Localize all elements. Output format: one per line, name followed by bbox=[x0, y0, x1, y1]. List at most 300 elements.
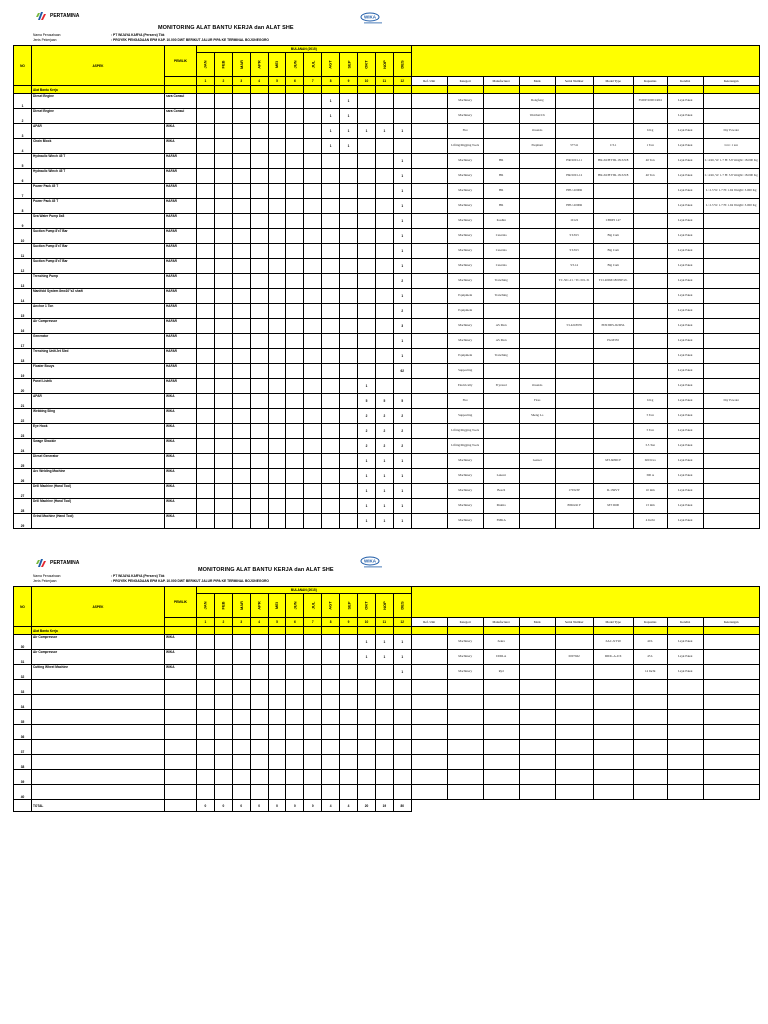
row-month-count bbox=[322, 484, 340, 499]
month-label: NOP bbox=[381, 60, 387, 69]
row-detail bbox=[555, 439, 593, 454]
row-month-count bbox=[286, 169, 304, 184]
row-aspek: Trenching Unit/Jet Sled bbox=[32, 349, 165, 364]
table-row bbox=[14, 199, 760, 214]
row-detail bbox=[703, 484, 759, 499]
table-row bbox=[14, 139, 760, 154]
row-month-count bbox=[268, 229, 286, 244]
row-detail: ST-815 bbox=[555, 229, 593, 244]
row-month-count bbox=[250, 770, 268, 785]
row-month-count bbox=[268, 379, 286, 394]
row-detail: HR/2001-11 bbox=[555, 154, 593, 169]
row-month-count: 1 bbox=[340, 109, 358, 124]
row-detail: Makita bbox=[483, 499, 519, 514]
row-aspek bbox=[32, 785, 165, 800]
row-detail: 170323P bbox=[555, 484, 593, 499]
row-month-count: 1 bbox=[322, 94, 340, 109]
row-month-count bbox=[322, 514, 340, 529]
row-owner: HAFAR bbox=[165, 199, 197, 214]
row-month-count bbox=[340, 499, 358, 514]
row-detail bbox=[703, 289, 759, 304]
row-month-count bbox=[340, 424, 358, 439]
row-month-count bbox=[358, 229, 376, 244]
month-header-jan bbox=[197, 53, 215, 77]
row-month-count bbox=[232, 695, 250, 710]
month-header-feb bbox=[214, 53, 232, 77]
row-month-count bbox=[286, 650, 304, 665]
row-detail bbox=[633, 229, 667, 244]
row-detail bbox=[519, 259, 555, 274]
row-detail: Machinery bbox=[447, 665, 483, 680]
row-detail bbox=[519, 214, 555, 229]
month-number: 9 bbox=[340, 618, 358, 627]
row-month-count: 1 bbox=[393, 214, 411, 229]
table-row bbox=[14, 259, 760, 274]
row-detail bbox=[667, 695, 703, 710]
row-month-count bbox=[250, 334, 268, 349]
row-month-count bbox=[322, 214, 340, 229]
row-month-count bbox=[375, 770, 393, 785]
row-detail: Layk Pakai bbox=[667, 469, 703, 484]
row-month-count bbox=[250, 379, 268, 394]
row-month-count: 1 bbox=[375, 469, 393, 484]
row-detail: 40 Ton bbox=[633, 154, 667, 169]
page-title: MONITORING ALAT BANTU KERJA dan ALAT SHE bbox=[158, 25, 294, 31]
table-row bbox=[14, 514, 760, 529]
row-month-count bbox=[214, 184, 232, 199]
row-detail: Layk Pakai bbox=[667, 439, 703, 454]
row-detail bbox=[519, 484, 555, 499]
row-aspek bbox=[32, 770, 165, 785]
row-detail bbox=[411, 695, 447, 710]
category-detail bbox=[703, 627, 759, 635]
row-month-count bbox=[340, 439, 358, 454]
row-month-count: 1 bbox=[358, 454, 376, 469]
row-aspek: Cutting Wheel Machine bbox=[32, 665, 165, 680]
row-detail: Machinery bbox=[447, 229, 483, 244]
row-month-count bbox=[340, 650, 358, 665]
row-month-count: 1 bbox=[393, 469, 411, 484]
row-month-count bbox=[286, 364, 304, 379]
month-label: JUL bbox=[310, 60, 316, 69]
row-month-count: 1 bbox=[393, 665, 411, 680]
total-month-count: 4 bbox=[322, 800, 340, 812]
row-month-count bbox=[286, 334, 304, 349]
row-month-count bbox=[232, 319, 250, 334]
row-month-count bbox=[358, 319, 376, 334]
row-month-count bbox=[214, 199, 232, 214]
row-detail: ZAC-XT'20 bbox=[593, 635, 633, 650]
row-aspek: Diesel Generator bbox=[32, 454, 165, 469]
row-detail: Genset bbox=[519, 454, 555, 469]
row-month-count bbox=[340, 244, 358, 259]
row-month-count bbox=[286, 259, 304, 274]
row-month-count bbox=[232, 364, 250, 379]
row-detail bbox=[447, 695, 483, 710]
row-month-count bbox=[304, 139, 322, 154]
row-month-count bbox=[322, 334, 340, 349]
row-month-count: 1 bbox=[393, 454, 411, 469]
row-month-count bbox=[286, 349, 304, 364]
category-detail bbox=[519, 627, 555, 635]
month-header-sep bbox=[340, 594, 358, 618]
row-month-count bbox=[304, 680, 322, 695]
row-number: 23 bbox=[14, 424, 32, 439]
row-detail bbox=[519, 319, 555, 334]
table-row bbox=[14, 635, 760, 650]
row-owner: HAFAR bbox=[165, 334, 197, 349]
row-detail bbox=[703, 710, 759, 725]
row-detail: Layk Pakai bbox=[667, 214, 703, 229]
month-label: MEI bbox=[274, 60, 280, 69]
row-number: 31 bbox=[14, 650, 32, 665]
row-month-count: 1 bbox=[322, 139, 340, 154]
row-month-count bbox=[268, 740, 286, 755]
row-detail: Machinery bbox=[447, 514, 483, 529]
row-detail bbox=[667, 710, 703, 725]
row-month-count bbox=[340, 289, 358, 304]
row-month-count bbox=[322, 680, 340, 695]
row-month-count bbox=[322, 259, 340, 274]
row-month-count bbox=[340, 319, 358, 334]
row-detail bbox=[703, 379, 759, 394]
row-detail: Layk Pakai bbox=[667, 424, 703, 439]
table-row bbox=[14, 379, 760, 394]
detail-header: Kategori bbox=[447, 618, 483, 627]
row-detail: DIDLA bbox=[483, 650, 519, 665]
month-label: MEI bbox=[274, 601, 280, 610]
row-month-count bbox=[322, 319, 340, 334]
row-detail bbox=[519, 635, 555, 650]
row-detail bbox=[633, 214, 667, 229]
row-month-count bbox=[268, 680, 286, 695]
row-detail: Equipment bbox=[447, 289, 483, 304]
row-detail: DIDL-A-UX bbox=[593, 650, 633, 665]
month-label: JUN bbox=[292, 60, 298, 69]
row-detail bbox=[519, 650, 555, 665]
row-number: 32 bbox=[14, 665, 32, 680]
row-month-count bbox=[214, 665, 232, 680]
row-detail bbox=[411, 665, 447, 680]
row-month-count bbox=[232, 199, 250, 214]
row-detail bbox=[703, 695, 759, 710]
row-owner: WIKA bbox=[165, 394, 197, 409]
row-detail bbox=[483, 409, 519, 424]
row-number: 37 bbox=[14, 740, 32, 755]
header-aspek: ASPEK bbox=[32, 46, 165, 86]
row-month-count bbox=[214, 229, 232, 244]
row-month-count: 1 bbox=[393, 514, 411, 529]
row-month-count bbox=[304, 364, 322, 379]
month-label: NOP bbox=[381, 601, 387, 610]
row-detail bbox=[593, 665, 633, 680]
row-month-count bbox=[232, 274, 250, 289]
row-detail bbox=[667, 725, 703, 740]
row-number: 8 bbox=[14, 199, 32, 214]
row-month-count bbox=[340, 184, 358, 199]
row-month-count bbox=[340, 680, 358, 695]
row-detail: L: 2.3 W: 1.7 H: 1.94 Weight: 3.000 Kg bbox=[703, 199, 759, 214]
row-detail bbox=[411, 439, 447, 454]
row-detail bbox=[411, 409, 447, 424]
row-owner: WIKA bbox=[165, 650, 197, 665]
row-detail bbox=[483, 439, 519, 454]
row-detail: Lifting/Rigging Tools bbox=[447, 424, 483, 439]
row-detail bbox=[483, 770, 519, 785]
table-row bbox=[14, 469, 760, 484]
row-month-count bbox=[197, 124, 215, 139]
table-row bbox=[14, 650, 760, 665]
row-month-count bbox=[286, 665, 304, 680]
month-label: APR bbox=[256, 601, 262, 610]
row-detail bbox=[447, 710, 483, 725]
row-month-count bbox=[358, 184, 376, 199]
category-detail bbox=[447, 86, 483, 94]
row-number: 38 bbox=[14, 755, 32, 770]
row-detail bbox=[703, 680, 759, 695]
row-month-count bbox=[358, 214, 376, 229]
row-month-count bbox=[393, 680, 411, 695]
row-month-count bbox=[214, 289, 232, 304]
row-month-count bbox=[322, 154, 340, 169]
row-detail bbox=[411, 334, 447, 349]
row-month-count bbox=[250, 274, 268, 289]
row-number: 11 bbox=[14, 244, 32, 259]
row-detail bbox=[411, 484, 447, 499]
row-month-count bbox=[214, 725, 232, 740]
row-month-count bbox=[197, 725, 215, 740]
row-detail bbox=[411, 199, 447, 214]
row-month-count bbox=[322, 650, 340, 665]
row-month-count bbox=[304, 109, 322, 124]
row-month-count: 1 bbox=[393, 484, 411, 499]
category-detail bbox=[593, 86, 633, 94]
category-month bbox=[393, 86, 411, 94]
row-month-count bbox=[214, 394, 232, 409]
row-detail bbox=[411, 304, 447, 319]
row-detail bbox=[411, 364, 447, 379]
row-month-count bbox=[286, 304, 304, 319]
row-month-count: 2 bbox=[375, 424, 393, 439]
row-detail: Layk Pakai bbox=[667, 199, 703, 214]
row-detail bbox=[703, 259, 759, 274]
row-month-count bbox=[286, 184, 304, 199]
row-detail bbox=[411, 139, 447, 154]
row-number: 22 bbox=[14, 409, 32, 424]
row-detail bbox=[519, 785, 555, 800]
row-detail: Machinery bbox=[447, 484, 483, 499]
table-row bbox=[14, 770, 760, 785]
row-detail: Layk Pakai bbox=[667, 334, 703, 349]
row-owner: HAFAR bbox=[165, 214, 197, 229]
row-detail bbox=[667, 785, 703, 800]
row-aspek: Air Compressor bbox=[32, 650, 165, 665]
row-aspek: Grind Machine (Hand Tool) bbox=[32, 514, 165, 529]
category-month bbox=[286, 627, 304, 635]
row-detail: HR bbox=[483, 154, 519, 169]
category-detail bbox=[667, 627, 703, 635]
row-detail bbox=[519, 199, 555, 214]
row-month-count bbox=[358, 725, 376, 740]
row-month-count bbox=[197, 499, 215, 514]
row-detail bbox=[703, 439, 759, 454]
header-detail-blank bbox=[411, 587, 759, 618]
row-month-count bbox=[375, 710, 393, 725]
row-detail: Machinery bbox=[447, 469, 483, 484]
row-month-count bbox=[286, 439, 304, 454]
month-number: 5 bbox=[268, 618, 286, 627]
row-detail: 4 Inchi bbox=[633, 514, 667, 529]
row-month-count: 3 bbox=[393, 319, 411, 334]
row-detail: HPU-2000R bbox=[555, 199, 593, 214]
row-detail bbox=[633, 680, 667, 695]
row-month-count bbox=[304, 424, 322, 439]
row-month-count: 2 bbox=[358, 409, 376, 424]
row-detail: Elephant bbox=[519, 139, 555, 154]
row-detail bbox=[555, 710, 593, 725]
company-value: : PT WIJAYA KARYA (Persero) Tbk bbox=[111, 574, 165, 578]
row-detail: HR-Z6/HTTR-18-S/9/8 bbox=[593, 154, 633, 169]
month-header-jul bbox=[304, 594, 322, 618]
row-detail: Machinery bbox=[447, 244, 483, 259]
category-month bbox=[358, 627, 376, 635]
table-row bbox=[14, 680, 760, 695]
table-row bbox=[14, 319, 760, 334]
row-month-count bbox=[304, 635, 322, 650]
row-number: 18 bbox=[14, 349, 32, 364]
row-month-count: 1 bbox=[393, 289, 411, 304]
row-detail bbox=[633, 710, 667, 725]
row-detail bbox=[411, 514, 447, 529]
row-detail: 300 A bbox=[633, 469, 667, 484]
total-month-count: 80 bbox=[393, 800, 411, 812]
row-month-count bbox=[214, 695, 232, 710]
table-row bbox=[14, 289, 760, 304]
row-detail: Layk Pakai bbox=[667, 484, 703, 499]
row-month-count bbox=[197, 755, 215, 770]
row-month-count bbox=[268, 755, 286, 770]
row-detail bbox=[703, 785, 759, 800]
job-value: : PROYEK PENGADAAN EPM KAP. 10.000 DWT BERIKUT JALUR PIPA KE TERMINAL BOJONEGORO bbox=[111, 38, 269, 42]
row-month-count bbox=[268, 94, 286, 109]
row-month-count bbox=[340, 379, 358, 394]
row-month-count bbox=[250, 755, 268, 770]
row-month-count bbox=[393, 770, 411, 785]
row-month-count bbox=[214, 514, 232, 529]
category-month bbox=[268, 627, 286, 635]
row-month-count: 1 bbox=[375, 454, 393, 469]
row-month-count bbox=[214, 109, 232, 124]
row-month-count bbox=[214, 379, 232, 394]
row-month-count bbox=[358, 199, 376, 214]
row-detail bbox=[411, 229, 447, 244]
row-detail bbox=[703, 409, 759, 424]
month-header-mar bbox=[232, 53, 250, 77]
row-detail bbox=[555, 695, 593, 710]
row-detail bbox=[633, 319, 667, 334]
category-detail bbox=[703, 86, 759, 94]
row-month-count bbox=[286, 454, 304, 469]
row-detail: Machinery bbox=[447, 199, 483, 214]
row-detail bbox=[483, 304, 519, 319]
row-aspek: Power Pack 45 T bbox=[32, 199, 165, 214]
row-month-count bbox=[340, 710, 358, 725]
row-month-count bbox=[393, 740, 411, 755]
category-month bbox=[214, 86, 232, 94]
row-detail bbox=[593, 124, 633, 139]
row-detail bbox=[519, 725, 555, 740]
row-detail bbox=[593, 680, 633, 695]
row-month-count bbox=[214, 770, 232, 785]
row-month-count bbox=[250, 394, 268, 409]
month-header-okt bbox=[358, 53, 376, 77]
row-detail: Equipment bbox=[447, 304, 483, 319]
total-no bbox=[14, 800, 32, 812]
row-detail bbox=[483, 364, 519, 379]
row-number: 14 bbox=[14, 289, 32, 304]
table-row bbox=[14, 710, 760, 725]
row-month-count bbox=[340, 695, 358, 710]
detail-header: Manufacturer bbox=[483, 618, 519, 627]
row-detail: 13 mm bbox=[633, 499, 667, 514]
row-detail: MT 0600 bbox=[593, 499, 633, 514]
row-detail bbox=[703, 244, 759, 259]
row-month-count bbox=[393, 725, 411, 740]
row-month-count bbox=[197, 680, 215, 695]
row-month-count: 1 bbox=[358, 124, 376, 139]
row-month-count bbox=[304, 755, 322, 770]
row-detail: PDS390S-6UDSL bbox=[593, 319, 633, 334]
row-month-count: 1 bbox=[393, 259, 411, 274]
row-month-count bbox=[304, 304, 322, 319]
row-month-count bbox=[286, 124, 304, 139]
row-month-count bbox=[286, 109, 304, 124]
row-detail bbox=[593, 785, 633, 800]
row-detail bbox=[703, 274, 759, 289]
row-number: 34 bbox=[14, 695, 32, 710]
month-label: JUN bbox=[292, 601, 298, 610]
row-detail bbox=[703, 454, 759, 469]
month-number: 7 bbox=[304, 618, 322, 627]
row-month-count: 1 bbox=[358, 484, 376, 499]
row-detail: HR/2001-12 bbox=[555, 169, 593, 184]
row-detail: 3500P/2000/1R04 bbox=[633, 94, 667, 109]
row-detail bbox=[483, 394, 519, 409]
month-header-mei bbox=[268, 594, 286, 618]
row-detail bbox=[667, 740, 703, 755]
row-month-count bbox=[214, 409, 232, 424]
month-number: 6 bbox=[286, 77, 304, 86]
row-number: 33 bbox=[14, 680, 32, 695]
row-month-count bbox=[197, 665, 215, 680]
row-number: 3 bbox=[14, 124, 32, 139]
row-month-count: 1 bbox=[393, 244, 411, 259]
row-month-count bbox=[268, 499, 286, 514]
row-detail bbox=[555, 379, 593, 394]
row-month-count bbox=[286, 424, 304, 439]
row-detail bbox=[483, 424, 519, 439]
month-header-des bbox=[393, 53, 411, 77]
row-month-count bbox=[322, 454, 340, 469]
row-detail: Layk Pakai bbox=[667, 379, 703, 394]
row-detail: Dongfeng bbox=[519, 94, 555, 109]
row-detail bbox=[555, 289, 593, 304]
row-month-count bbox=[268, 169, 286, 184]
company-label: Nama Perusahaan bbox=[33, 574, 61, 578]
row-detail: Machinery bbox=[447, 214, 483, 229]
row-month-count bbox=[322, 740, 340, 755]
row-month-count bbox=[214, 349, 232, 364]
